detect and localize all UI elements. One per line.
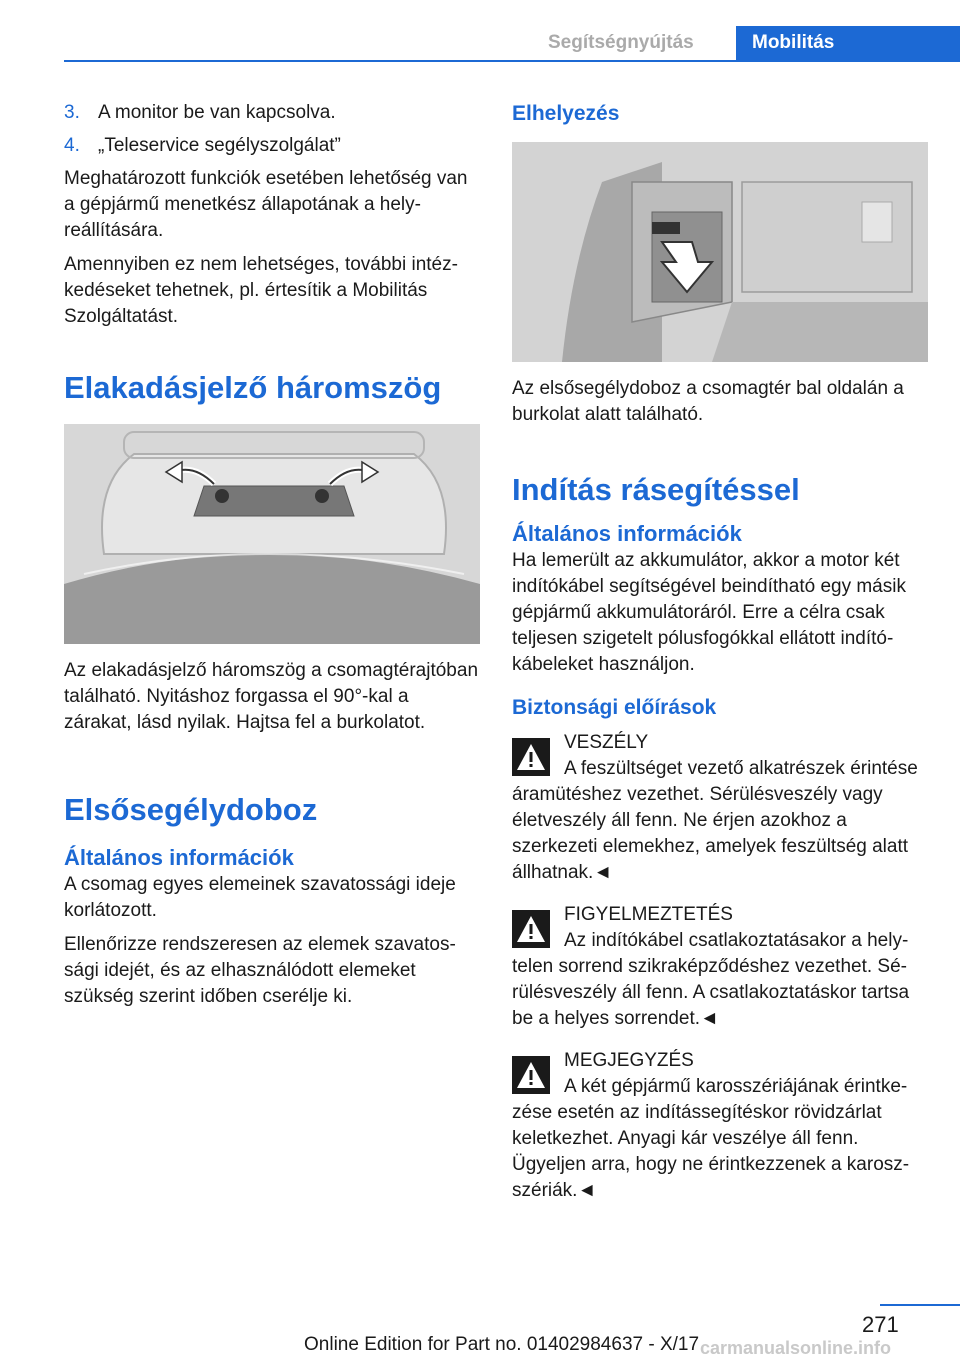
warning-triangle-icon [512, 738, 550, 776]
list-number: 4. [64, 135, 80, 156]
caption: Az elsősegélydoboz a csomagtér bal oldalán a burkolat alatt található. [512, 378, 904, 425]
warning-text: A feszültséget vezető alkatrészek érintése áramütéshez vezethet. Sérülésveszély vagy életveszély áll fenn. Ne érjen azokhoz a szerkezeti elemekhez, amelyek feszültség alatt állhatnak.◄ [512, 758, 918, 883]
heading-warning-triangle: Elakadásjelző háromszög [64, 370, 442, 405]
section-tab[interactable]: Segítségnyújtás [548, 32, 694, 53]
paragraph: Ellenőrizze rendszeresen az elemek szavatossági idejét, és az elhasználódott elemeket szükség szerint időben cserélje ki. [64, 934, 456, 1007]
edition-footer: Online Edition for Part no. 01402984637 - X/17 [304, 1334, 700, 1355]
watermark: carmanualsonline.info [700, 1338, 892, 1358]
list-item [64, 100, 480, 126]
warning-triangle-illustration [64, 424, 480, 644]
heading-first-aid-kit: Elsősegélydoboz [64, 792, 318, 827]
list-number: 3. [64, 102, 80, 123]
left-column [64, 100, 480, 1018]
list-item [64, 133, 480, 159]
subheading-general-info: Általános információk [64, 845, 294, 870]
warning-title: FIGYELMEZTETÉS [564, 904, 733, 925]
header-rule [64, 60, 960, 62]
warning-block-caution [512, 902, 928, 1032]
footer-rule [880, 1304, 960, 1306]
list-text: „Teleservice segélyszolgálat” [98, 135, 341, 156]
first-aid-location-illustration [512, 142, 928, 362]
warning-block-danger [512, 730, 928, 886]
warning-triangle-icon [512, 1056, 550, 1094]
heading-jump-start: Indítás rásegítéssel [512, 472, 800, 507]
paragraph: A csomag egyes elemeinek szavatossági ideje korlátozott. [64, 874, 456, 921]
active-chapter-tab[interactable]: Mobilitás [736, 26, 960, 62]
warning-title: MEGJEGYZÉS [564, 1050, 694, 1071]
page-number: 271 [862, 1312, 899, 1337]
heading-location: Elhelyezés [512, 102, 620, 125]
subheading-general-info: Általános információk [512, 521, 742, 546]
list-text: A monitor be van kapcsolva. [98, 102, 336, 123]
subheading-safety: Biztonsági előírások [512, 696, 717, 719]
warning-title: VESZÉLY [564, 732, 649, 753]
caption: Az elakadásjelző háromszög a csomagtérajtóban található. Nyitáshoz forgassa el 90°-kal a zárakat, lásd nyilak. Hajtsa fel a burkolatot. [64, 660, 479, 733]
right-column [512, 100, 928, 1204]
paragraph: Ha lemerült az akkumulátor, akkor a motor két indítókábel segítségével beindítható egy másik gépjármű akkumulátoráról. Erre a célra csak teljesen szigetelt pólusfogókkal ellátott indítókábeleket használjon. [512, 550, 906, 675]
warning-triangle-icon [512, 910, 550, 948]
warning-text: Az indítókábel csatlakoztatásakor a helytelen sorrend szikraképződéshez vezethet. Sérülésveszély áll fenn. A csatlakoztatáskor tartsa be a helyes sorrendet.◄ [512, 930, 910, 1029]
warning-block-notice [512, 1048, 928, 1204]
paragraph: Meghatározott funkciók esetében lehetőség van a gépjármű menetkész állapotának a helyreállítására. [64, 168, 468, 241]
warning-text: A két gépjármű karosszériájának érintkezése esetén az indítássegítéskor rövidzárlat keletkezhet. Anyagi kár veszélye áll fenn. Ügyeljen arra, hogy ne érintkezzenek a karoszszériák.◄ [512, 1076, 910, 1201]
paragraph: Amennyiben ez nem lehetséges, további intézkedéseket tehetnek, pl. értesítik a Mobilitás Szolgáltatást. [64, 254, 458, 327]
